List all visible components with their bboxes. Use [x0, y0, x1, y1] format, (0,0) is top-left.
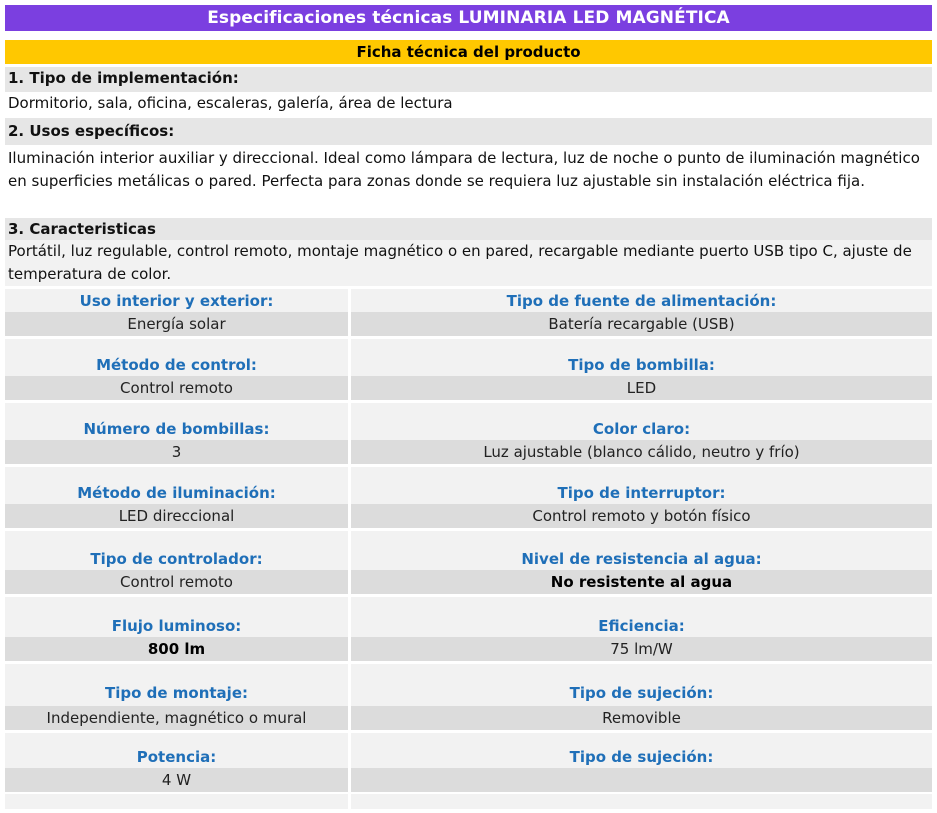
spec-label: Tipo de montaje: [5, 664, 348, 706]
section-body-uses: Iluminación interior auxiliar y direccional. Ideal como lámpara de lectura, luz de noche o punto de iluminación magnético en superficies metálicas o pared. Perfecta para zonas donde se requiera luz ajustable sin instalación eléctrica fija. [5, 147, 932, 215]
spec-label: Tipo de sujeción: [351, 664, 932, 706]
spec-label: Eficiencia: [351, 597, 932, 637]
spec-label: Potencia: [5, 733, 348, 768]
spec-label: Número de bombillas: [5, 403, 348, 440]
section-heading-uses: 2. Usos específicos: [5, 118, 932, 145]
sheet-subtitle: Ficha técnica del producto [5, 40, 932, 64]
spec-value: 3 [5, 440, 348, 464]
spec-value: Control remoto [5, 376, 348, 400]
section-body-implementation: Dormitorio, sala, oficina, escaleras, galería, área de lectura [5, 92, 932, 116]
spec-grid [5, 289, 932, 809]
spec-value: 75 lm/W [351, 637, 932, 661]
spec-value: Luz ajustable (blanco cálido, neutro y frío) [351, 440, 932, 464]
spec-label: Tipo de sujeción: [351, 733, 932, 768]
spec-footer-spacer [351, 794, 932, 809]
spec-value: LED [351, 376, 932, 400]
spec-value: 4 W [5, 768, 348, 792]
spec-value: Control remoto [5, 570, 348, 594]
spec-label: Tipo de fuente de alimentación: [351, 289, 932, 312]
spec-value: Removible [351, 706, 932, 730]
spec-label: Color claro: [351, 403, 932, 440]
page-title: Especificaciones técnicas LUMINARIA LED MAGNÉTICA [5, 5, 932, 31]
spec-value: No resistente al agua [351, 570, 932, 594]
spec-footer-spacer [5, 794, 348, 809]
spec-label: Flujo luminoso: [5, 597, 348, 637]
section-heading-features: 3. Caracteristicas [5, 218, 932, 240]
spec-label: Tipo de bombilla: [351, 339, 932, 376]
section-heading-implementation: 1. Tipo de implementación: [5, 67, 932, 92]
spec-value: Control remoto y botón físico [351, 504, 932, 528]
spec-value: Independiente, magnético o mural [5, 706, 348, 730]
spec-label: Método de iluminación: [5, 467, 348, 504]
spec-value [351, 768, 932, 792]
spec-value: Energía solar [5, 312, 348, 336]
spec-label: Uso interior y exterior: [5, 289, 348, 312]
spec-value: LED direccional [5, 504, 348, 528]
spec-label: Tipo de controlador: [5, 531, 348, 570]
section-body-features: Portátil, luz regulable, control remoto, montaje magnético o en pared, recargable mediante puerto USB tipo C, ajuste de temperatura de color. [5, 240, 932, 286]
spec-label: Tipo de interruptor: [351, 467, 932, 504]
spec-value: 800 lm [5, 637, 348, 661]
spec-label: Nivel de resistencia al agua: [351, 531, 932, 570]
spec-label: Método de control: [5, 339, 348, 376]
spec-value: Batería recargable (USB) [351, 312, 932, 336]
